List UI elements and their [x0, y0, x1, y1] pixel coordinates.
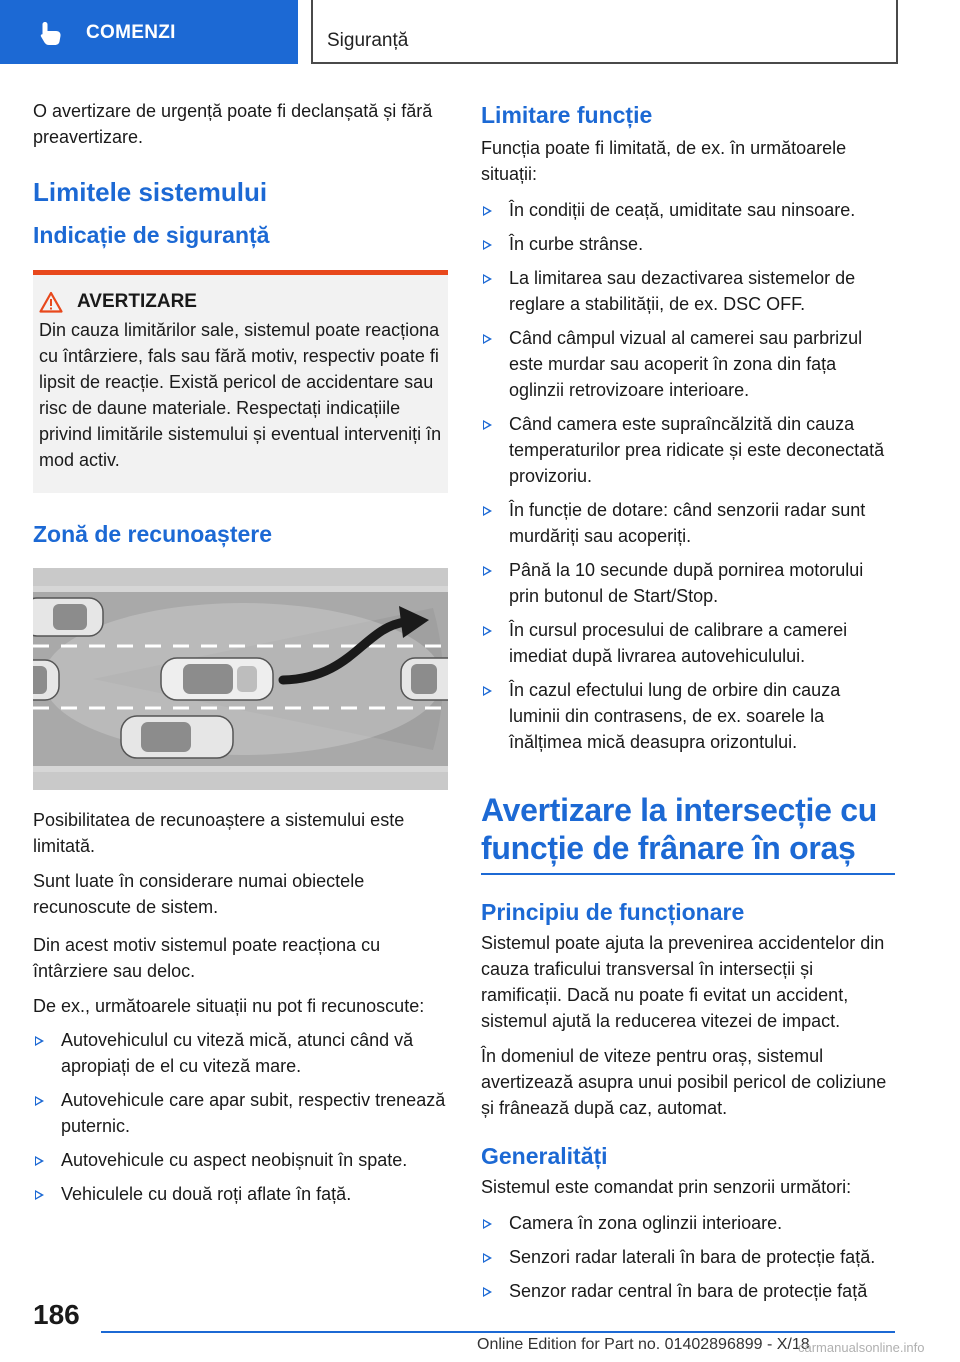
heading-rule [481, 873, 895, 875]
list-item: În funcție de dotare: când senzorii radar sunt murdăriți sau acoperiți. [481, 497, 895, 549]
bullet-triangle-icon [483, 506, 492, 516]
vehicle-ego [161, 658, 273, 700]
list-item: Camera în zona oglinzii interioare. [481, 1210, 895, 1236]
heading-detection-zone: Zonă de recunoaștere [33, 521, 273, 547]
chapter-tab-label: COMENZI [86, 22, 176, 43]
bullet-triangle-icon [483, 1219, 492, 1229]
detection-zone-illustration [33, 568, 448, 790]
road-diagram [33, 568, 448, 790]
chapter-tab[interactable] [0, 0, 298, 64]
vehicle-top-left [33, 598, 103, 636]
vehicle-mid-left [33, 660, 59, 700]
function-limit-list [481, 197, 895, 755]
bullet-triangle-icon [35, 1190, 44, 1200]
page-header [0, 0, 960, 66]
list-item: Autovehicule care apar subit, respectiv trenează puternic. [33, 1087, 448, 1139]
detection-paragraph-1: Posibilitatea de recunoaștere a sistemului este limitată. [33, 810, 405, 856]
edition-text: Online Edition for Part no. 01402896899 - X/18 [477, 1336, 810, 1353]
bullet-triangle-icon [35, 1156, 44, 1166]
right-column [481, 98, 895, 1304]
heading-intersection-warning: Avertizare la intersecție cu funcție de frânare în oraș [481, 792, 877, 866]
section-title: Siguranță [327, 30, 409, 51]
detection-paragraph-2: Sunt luate în considerare numai obiectele recunoscute de sistem. [33, 871, 365, 917]
list-item: Senzor radar central în bara de protecție față [481, 1278, 895, 1304]
vehicle-bottom [121, 716, 233, 758]
general-intro: Sistemul este comandat prin senzorii următori: [481, 1177, 852, 1197]
heading-operating-principle: Principiu de funcționare [481, 899, 745, 925]
watermark-text: carmanualsonline.info [798, 1340, 925, 1355]
limit-intro: Funcția poate fi limitată, de ex. în următoarele situații: [481, 138, 847, 184]
bullet-triangle-icon [35, 1036, 44, 1046]
list-item: Când camera este supraîncălzită din cauza temperaturilor prea ridicate și este deconectată provizoriu. [481, 411, 895, 489]
footer-rule [101, 1331, 895, 1333]
vehicle-front-right [401, 658, 448, 700]
detection-paragraph-4: De ex., următoarele situații nu pot fi recunoscute: [33, 996, 425, 1016]
list-item: Autovehiculul cu viteză mică, atunci când vă apropiați de el cu viteză mare. [33, 1027, 448, 1079]
bullet-triangle-icon [483, 420, 492, 430]
bullet-triangle-icon [483, 274, 492, 284]
left-column [33, 98, 448, 1207]
bullet-triangle-icon [35, 1096, 44, 1106]
warning-title: AVERTIZARE [77, 291, 197, 312]
list-item: Senzori radar laterali în bara de protecție față. [481, 1244, 895, 1270]
list-item: Până la 10 secunde după pornirea motorului prin butonul de Start/Stop. [481, 557, 895, 609]
list-item: În curbe strânse. [481, 231, 895, 257]
heading-function-limit: Limitare funcție [481, 102, 653, 128]
sensors-list [481, 1210, 895, 1304]
heading-general: Generalități [481, 1143, 608, 1169]
warning-header [39, 291, 442, 313]
warning-box [33, 270, 448, 493]
bullet-triangle-icon [483, 686, 492, 696]
bullet-triangle-icon [483, 206, 492, 216]
bullet-triangle-icon [483, 566, 492, 576]
list-item: La limitarea sau dezactivarea sistemelor de reglare a stabilității, de ex. DSC OFF. [481, 265, 895, 317]
hand-pointer-icon [38, 20, 64, 46]
bullet-triangle-icon [483, 626, 492, 636]
list-item: Vehiculele cu două roți aflate în față. [33, 1181, 448, 1207]
list-item: Când câmpul vizual al camerei sau parbrizul este murdar sau acoperit în zona din fața oglinzii retrovizoare interioare. [481, 325, 895, 403]
list-item: Autovehicule cu aspect neobișnuit în spate. [33, 1147, 448, 1173]
intro-paragraph: O avertizare de urgență poate fi declanșată și fără preavertizare. [33, 101, 433, 147]
list-item: În cursul procesului de calibrare a camerei imediat după livrarea autovehiculului. [481, 617, 895, 669]
page-number: 186 [33, 1299, 80, 1330]
principle-paragraph-2: În domeniul de viteze pentru oraș, sistemul avertizează asupra unui posibil pericol de coliziune și frânează după caz, automat. [481, 1046, 887, 1118]
undetectable-situations-list [33, 1027, 448, 1207]
section-title-box [311, 0, 898, 64]
list-item: În cazul efectului lung de orbire din cauza luminii din contrasens, de ex. soarele la înălțimea mică deasupra orizontului. [481, 677, 895, 755]
bullet-triangle-icon [483, 334, 492, 344]
bullet-triangle-icon [483, 1253, 492, 1263]
bullet-triangle-icon [483, 1287, 492, 1297]
heading-system-limits: Limitele sistemului [33, 177, 268, 207]
list-item: În condiții de ceață, umiditate sau ninsoare. [481, 197, 895, 223]
bullet-triangle-icon [483, 240, 492, 250]
detection-paragraph-3: Din acest motiv sistemul poate reacționa cu întârziere sau deloc. [33, 935, 381, 981]
warning-text: Din cauza limitărilor sale, sistemul poate reacționa cu întârziere, fals sau fără motiv, respectiv poate fi lipsit de reacție. Există pericol de accidentare sau risc de daune materiale. Respectați indicațiile privind limitările sistemului și eventual interveniți în mod activ. [39, 320, 442, 470]
warning-triangle-icon [39, 291, 63, 313]
principle-paragraph-1: Sistemul poate ajuta la prevenirea accidentelor din cauza traficului transversal în intersecții și ramificații. Dacă nu poate fi evitat un accident, sistemul ajută la reducerea vitezei de impact. [481, 933, 885, 1031]
heading-safety-notice: Indicație de siguranță [33, 222, 270, 248]
